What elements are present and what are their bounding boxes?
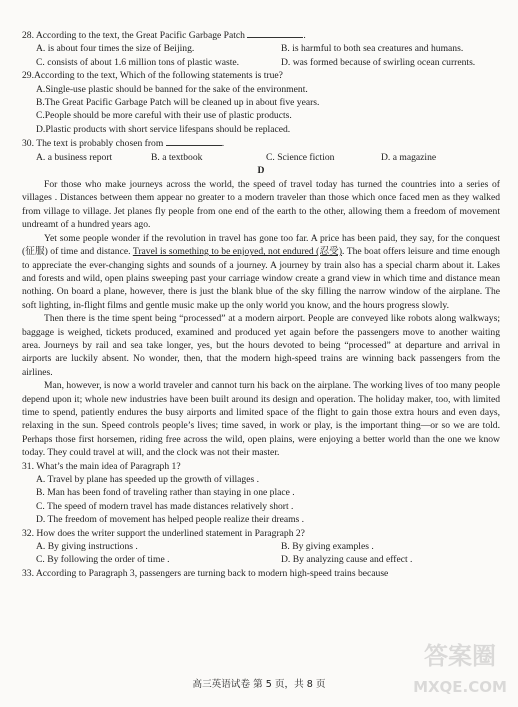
paragraph-2: Yet some people wonder if the revolution in travel has gone too far. A price has been paid, they say, for the conquest (征服) of time and distance. Travel is something to be enjoyed, not endured (忍受). The boat offers leisure and time enough to appreciate the ever-changing sights and sounds of a journey. A journey by train also has a special charm about it. Lakes and forests and wild, open plains sweeping past your carriage window create a grand view in which time and distance mean nothing. On board a plane, however, there is just the blank blue of the sky filling the narrow window of the airplane. The soft lighting, in-flight films and gentle music make up the only world you know, and the hours progress slowly.	[22, 232, 501, 311]
question-32: 32. How does the writer support the underlined statement in Paragraph 2?	[22, 527, 305, 539]
question-31: 31. What’s the main idea of Paragraph 1?	[22, 460, 181, 472]
q30-options	[22, 151, 500, 164]
page-footer: 高三英语试卷 第 5 页，共 8 页	[192, 679, 326, 690]
option-b: B. Man has been fond of traveling rather than staying in one place .	[36, 487, 295, 499]
option-d: D. By analyzing cause and effect .	[281, 554, 413, 566]
option-a: A. is about four times the size of Beijing.	[36, 43, 195, 55]
option-c: C. By following the order of time .	[36, 554, 170, 566]
section-heading: D	[257, 165, 265, 177]
paragraph-3: Then there is the time spent being “processed” at a modern airport. People are conveyed like robots along walkways; baggage is weighed, tickets produced, examined and produced yet again before the passengers move to another waiting area. Journeys by rail and sea take longer, yes, but the hours devoted to being “processed” at departure and arrival in airports are luckily absent. No wonder, then, that the modern high-speed trains are winning back passengers from the airlines.	[22, 313, 500, 378]
option-c: C. Science fiction	[266, 151, 335, 163]
option-a: A. a business report	[36, 151, 113, 163]
question-30: 30. The text is probably chosen from .	[22, 138, 225, 150]
option-b: B.The Great Pacific Garbage Patch will be cleaned up in about five years.	[36, 97, 320, 109]
option-b: B. a textbook	[151, 151, 203, 163]
option-b: B. By giving examples .	[281, 541, 374, 553]
option-c: C. The speed of modern travel has made distances relatively short .	[36, 500, 294, 512]
answer-blank	[247, 28, 303, 38]
watermark-bottom: MXQE.COM	[413, 678, 507, 696]
option-d: D.Plastic products with short service lifespans should be replaced.	[36, 123, 291, 135]
question-29: 29.According to the text, Which of the following statements is true?	[22, 70, 283, 82]
answer-blank	[166, 136, 222, 146]
question-33: 33. According to Paragraph 3, passengers are turning back to modern high-speed trains because	[22, 567, 389, 579]
option-c: C.People should be more careful with their use of plastic products.	[36, 110, 292, 122]
q28-options-ab	[22, 42, 500, 55]
option-a: A.Single-use plastic should be banned for the sake of the environment.	[36, 83, 308, 95]
option-d: D. The freedom of movement has helped people realize their dreams .	[36, 514, 305, 526]
watermark-top: 答案圈	[424, 642, 496, 670]
option-d: D. was formed because of swirling ocean currents.	[281, 56, 476, 68]
watermark-logo	[410, 636, 510, 702]
underlined-statement: Travel is something to be enjoyed, not endured (忍受)	[132, 246, 343, 258]
paragraph-1: For those who make journeys across the world, the speed of travel today has turned the countries into a series of villages . Distances between them appear no greater to a modern traveler than those which once faced men as they walked from village to village. Jet planes fly people from one end of the earth to the other, allowing them a freedom of movement undreamt of a hundred years ago.	[22, 179, 501, 231]
option-c: C. consists of about 1.6 million tons of plastic waste.	[36, 56, 240, 68]
q32-options-cd	[22, 553, 500, 566]
q32-options-ab	[22, 540, 500, 553]
option-a: A. Travel by plane has speeded up the growth of villages .	[36, 474, 260, 485]
paragraph-4: Man, however, is now a world traveler and cannot turn his back on the airplane. The working lives of too many people depend upon it; whole new industries have been built around its design and operation. The holiday maker, too, with limited time to spend, patiently endures the busy airports and limited space of the flight to gain those extra hours and even days, relaxing in the sun. Speed controls people’s lives; time saved, in work or play, is the important thing—or so we are told. Perhaps those first horsemen, riding free across the wild, open plains, were enjoying a better world than the one we know today. They could travel at will, and the clock was not their master.	[22, 380, 501, 459]
option-a: A. By giving instructions .	[36, 541, 138, 553]
q28-options-cd	[22, 56, 500, 69]
question-28: 28. According to the text, the Great Pacific Garbage Patch .	[22, 30, 306, 41]
option-b: B. is harmful to both sea creatures and humans.	[281, 43, 464, 55]
option-d: D. a magazine	[381, 151, 437, 163]
